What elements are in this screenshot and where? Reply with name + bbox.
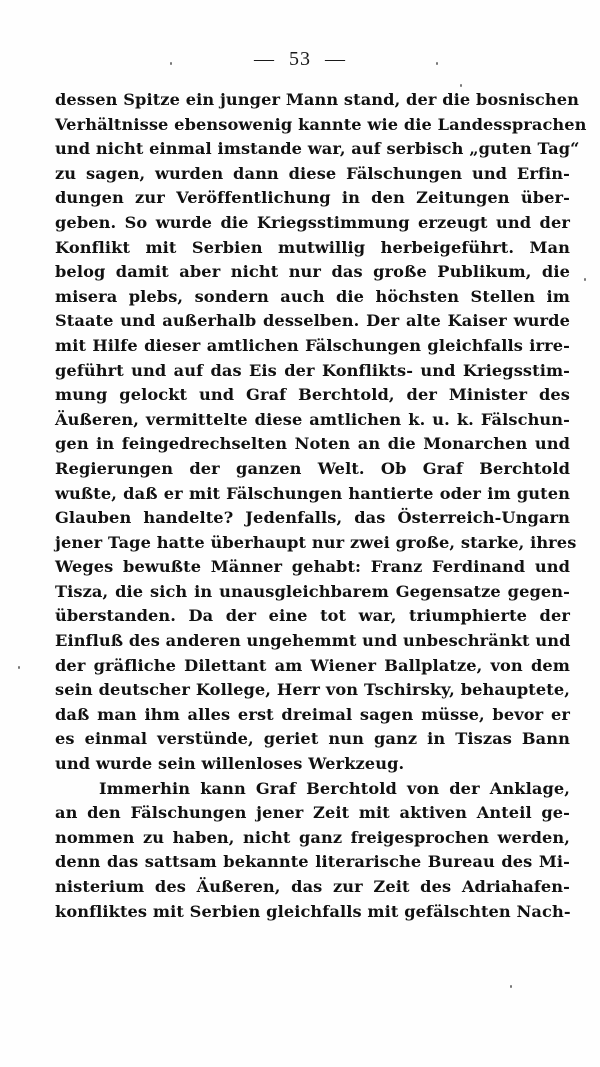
text-line: konfliktes mit Serbien gleichfalls mit gefälschten Nach-	[55, 901, 571, 921]
scan-speck	[18, 666, 20, 669]
text-line: geben. So wurde die Kriegsstimmung erzeugt und der	[55, 212, 570, 232]
text-line: mit Hilfe dieser amtlichen Fälschungen gleichfalls irre-	[55, 335, 570, 355]
text-line: und nicht einmal imstande war, auf serbisch „guten Tag“	[55, 139, 580, 159]
body-text	[55, 88, 587, 924]
text-line: misera plebs, sondern auch die höchsten Stellen im	[55, 286, 570, 306]
text-line: sein deutscher Kollege, Herr von Tschirsky, behauptete,	[55, 680, 570, 700]
page-number-dash-left: —	[254, 48, 275, 70]
text-line: dungen zur Veröffentlichung in den Zeitungen über-	[55, 188, 570, 208]
text-line: zu sagen, wurden dann diese Fälschungen und Erfin-	[55, 163, 570, 183]
text-line-paragraph-end: und wurde sein willenloses Werkzeug.	[55, 754, 405, 774]
scan-speck	[510, 985, 512, 988]
text-line: der gräfliche Dilettant am Wiener Ballplatze, von dem	[55, 655, 570, 675]
page-number-header	[0, 48, 600, 71]
text-line: Konflikt mit Serbien mutwillig herbeigeführt. Man	[55, 237, 570, 257]
text-line: überstanden. Da der eine tot war, triumphierte der	[55, 606, 570, 626]
text-line: Einfluß des anderen ungehemmt und unbeschränkt und	[55, 631, 571, 651]
page-number: 53	[289, 48, 311, 70]
text-line: Glauben handelte? Jedenfalls, das Österreich-Ungarn	[55, 508, 570, 528]
text-line: Regierungen der ganzen Welt. Ob Graf Berchtold	[55, 458, 570, 478]
text-line: Äußeren, vermittelte diese amtlichen k. u. k. Fälschun-	[55, 409, 570, 429]
text-line: denn das sattsam bekannte literarische Bureau des Mi-	[55, 852, 570, 872]
text-line: wußte, daß er mit Fälschungen hantierte oder im guten	[55, 483, 570, 503]
text-line: Verhältnisse ebensowenig kannte wie die Landessprachen	[55, 114, 587, 134]
scan-speck	[584, 278, 586, 281]
text-line: dessen Spitze ein junger Mann stand, der die bosnischen	[55, 90, 579, 109]
text-line: Staate und außerhalb desselben. Der alte Kaiser wurde	[55, 311, 570, 331]
text-line: gen in feingedrechselten Noten an die Monarchen und	[55, 434, 570, 454]
scan-speck	[170, 62, 172, 65]
scan-speck	[436, 62, 438, 65]
text-line: nisterium des Äußeren, das zur Zeit des Adriahafen-	[55, 877, 570, 896]
text-line: mung gelockt und Graf Berchtold, der Minister des	[55, 385, 570, 405]
text-line: geführt und auf das Eis der Konflikts- und Kriegsstim-	[55, 360, 570, 380]
text-line: jener Tage hatte überhaupt nur zwei große, starke, ihres	[55, 532, 577, 552]
text-line: Tisza, die sich in unausgleichbarem Gegensatze gegen-	[55, 581, 570, 601]
text-line: Weges bewußte Männer gehabt: Franz Ferdinand und	[55, 557, 570, 577]
text-line: nommen zu haben, nicht ganz freigesprochen werden,	[55, 827, 570, 847]
scan-speck	[460, 84, 462, 87]
text-line: an den Fälschungen jener Zeit mit aktiven Anteil ge-	[55, 803, 570, 823]
page-number-dash-right: —	[325, 48, 346, 70]
text-line: es einmal verstünde, geriet nun ganz in Tiszas Bann	[55, 729, 570, 749]
text-line: daß man ihm alles erst dreimal sagen müsse, bevor er	[55, 704, 570, 724]
text-line-paragraph-start: Immerhin kann Graf Berchtold von der Anklage,	[99, 778, 570, 798]
text-line: belog damit aber nicht nur das große Publikum, die	[55, 262, 570, 282]
